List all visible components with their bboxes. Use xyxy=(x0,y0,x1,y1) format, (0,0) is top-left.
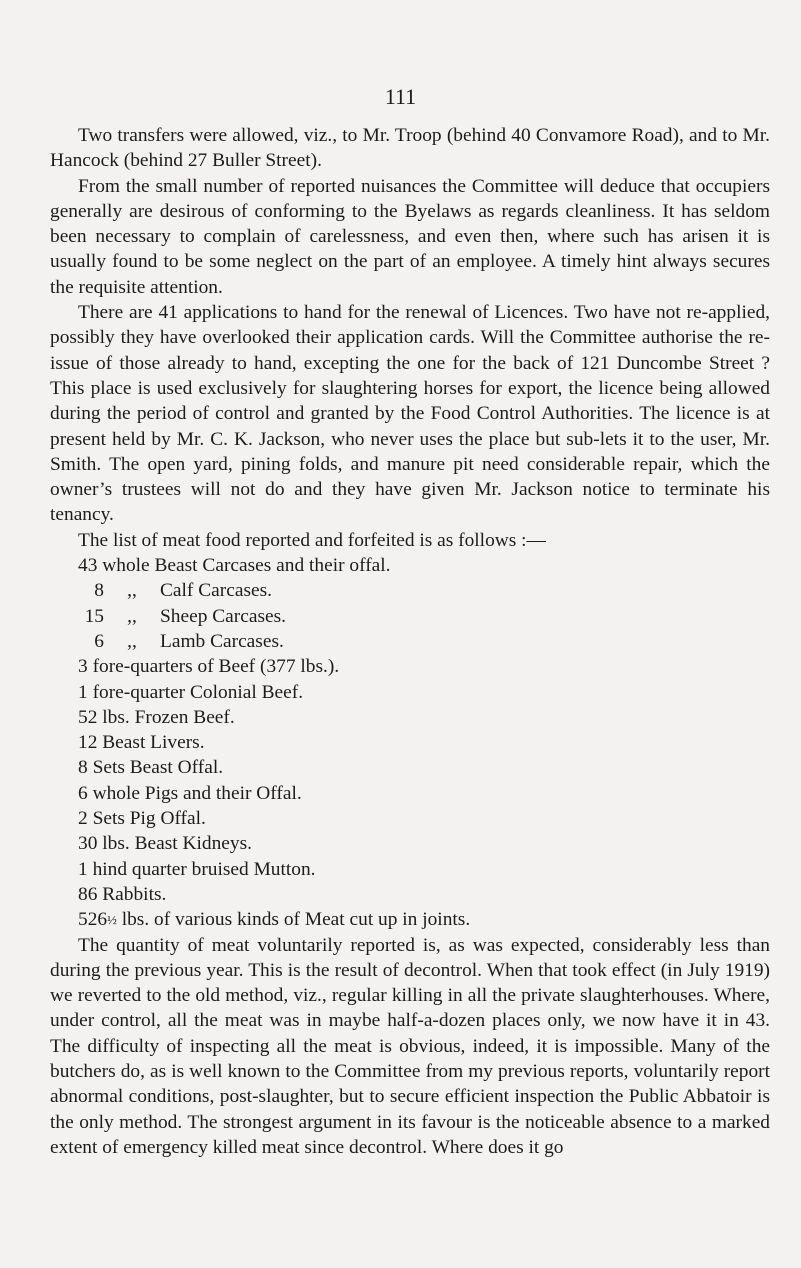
item-quantity: 30 xyxy=(78,833,98,855)
list-item xyxy=(78,604,770,629)
item-quantity: 3 xyxy=(78,656,88,678)
item-quantity: 2 xyxy=(78,808,88,830)
list-item xyxy=(78,755,770,780)
list-item xyxy=(78,907,770,932)
item-description: Calf Carcases. xyxy=(160,580,272,602)
item-quantity: 1 xyxy=(78,681,88,703)
item-description: hind quarter bruised Mutton. xyxy=(92,858,316,880)
item-description: Sheep Carcases. xyxy=(160,605,286,627)
page-number: 111 xyxy=(384,84,417,109)
item-quantity: 12 xyxy=(78,732,98,754)
item-quantity: 526 xyxy=(78,909,108,931)
item-quantity: 52 xyxy=(78,706,98,728)
item-quantity-fraction: ½ xyxy=(107,912,117,928)
paragraph: Two transfers were allowed, viz., to Mr. Troop (behind 40 Convamore Road), and to Mr. Hancock (behind 27 Buller Street). xyxy=(50,125,770,172)
list-item xyxy=(78,654,770,679)
item-quantity: 8 xyxy=(78,757,88,779)
list-item xyxy=(78,857,770,882)
item-quantity: 6 xyxy=(78,782,88,804)
item-quantity: 8 xyxy=(94,580,104,602)
item-description: fore-quarter Colonial Beef. xyxy=(92,681,304,703)
item-description: Rabbits. xyxy=(102,883,167,905)
item-description: whole Beast Carcases and their offal. xyxy=(102,555,391,577)
ditto-mark: ,, xyxy=(127,605,137,627)
ditto-mark: ,, xyxy=(127,630,137,652)
item-description: whole Pigs and their Offal. xyxy=(92,782,302,804)
item-description: lbs. of various kinds of Meat cut up in joints. xyxy=(121,909,471,931)
item-quantity: 1 xyxy=(78,858,88,880)
forfeited-meat-list xyxy=(50,553,770,932)
item-description: lbs. Frozen Beef. xyxy=(102,706,235,728)
list-item xyxy=(78,705,770,730)
paragraph: From the small number of reported nuisances the Committee will deduce that occupiers generally are desirous of conforming to the Byelaws as regards cleanliness. It has seldom been necessary to complain of carelessness, and even then, where such has arisen it is usually found to be some neglect on the part of an employee. A timely hint always secures the requisite attention. xyxy=(50,175,770,298)
item-description: Sets Beast Offal. xyxy=(92,757,224,779)
list-item xyxy=(78,730,770,755)
list-item xyxy=(78,882,770,907)
list-item xyxy=(78,831,770,856)
paragraph: There are 41 applications to hand for the renewal of Licences. Two have not re-applied, possibly they have overlooked their application cards. Will the Committee authorise the re-issue of those already to hand, excepting the one for the back of 121 Duncombe Street ? This place is used exclusively for slaughtering horses for export, the licence being allowed during the period of control and granted by the Food Control Authorities. The licence is at present held by Mr. C. K. Jackson, who never uses the place but sub-lets it to the user, Mr. Smith. The open yard, pining folds, and manure pit need considerable repair, which the owner’s trustees will not do and they have given Mr. Jackson notice to terminate his tenancy. xyxy=(50,302,770,526)
list-item xyxy=(78,578,770,603)
item-description: Lamb Carcases. xyxy=(160,630,284,652)
list-item xyxy=(78,553,770,578)
item-quantity: 15 xyxy=(84,605,104,627)
paragraphs-before xyxy=(50,123,770,553)
paragraph: The list of meat food reported and forfeited is as follows :— xyxy=(78,529,546,551)
paragraph: The quantity of meat voluntarily reported is, as was expected, considerably less than during the previous year. This is the result of decontrol. When that took effect (in July 1919) we reverted to the old method, viz., regular killing in all the private slaughterhouses. Where, under control, all the meat was in maybe half-a-dozen places only, we now have it in 43. The difficulty of inspecting all the meat is obvious, indeed, it is impossible. Many of the butchers do, as is well known to the Committee from my previous reports, voluntarily report abnormal conditions, post-slaughter, but to secure efficient inspection the Public Abbatoir is the only method. The strongest argument in its favour is the noticeable absence to a marked extent of emergency killed meat since decontrol. Where does it go xyxy=(50,934,770,1158)
list-item xyxy=(78,781,770,806)
item-description: fore-quarters of Beef (377 lbs.). xyxy=(92,656,340,678)
list-item xyxy=(78,680,770,705)
body-text xyxy=(50,123,770,1160)
list-item xyxy=(78,806,770,831)
item-quantity: 6 xyxy=(94,630,104,652)
item-description: Sets Pig Offal. xyxy=(92,808,206,830)
list-item xyxy=(78,629,770,654)
item-quantity: 86 xyxy=(78,883,98,905)
ditto-mark: ,, xyxy=(127,580,137,602)
paragraphs-after xyxy=(50,933,770,1161)
item-description: lbs. Beast Kidneys. xyxy=(102,833,252,855)
item-description: Beast Livers. xyxy=(102,732,205,754)
item-quantity: 43 xyxy=(78,555,98,577)
